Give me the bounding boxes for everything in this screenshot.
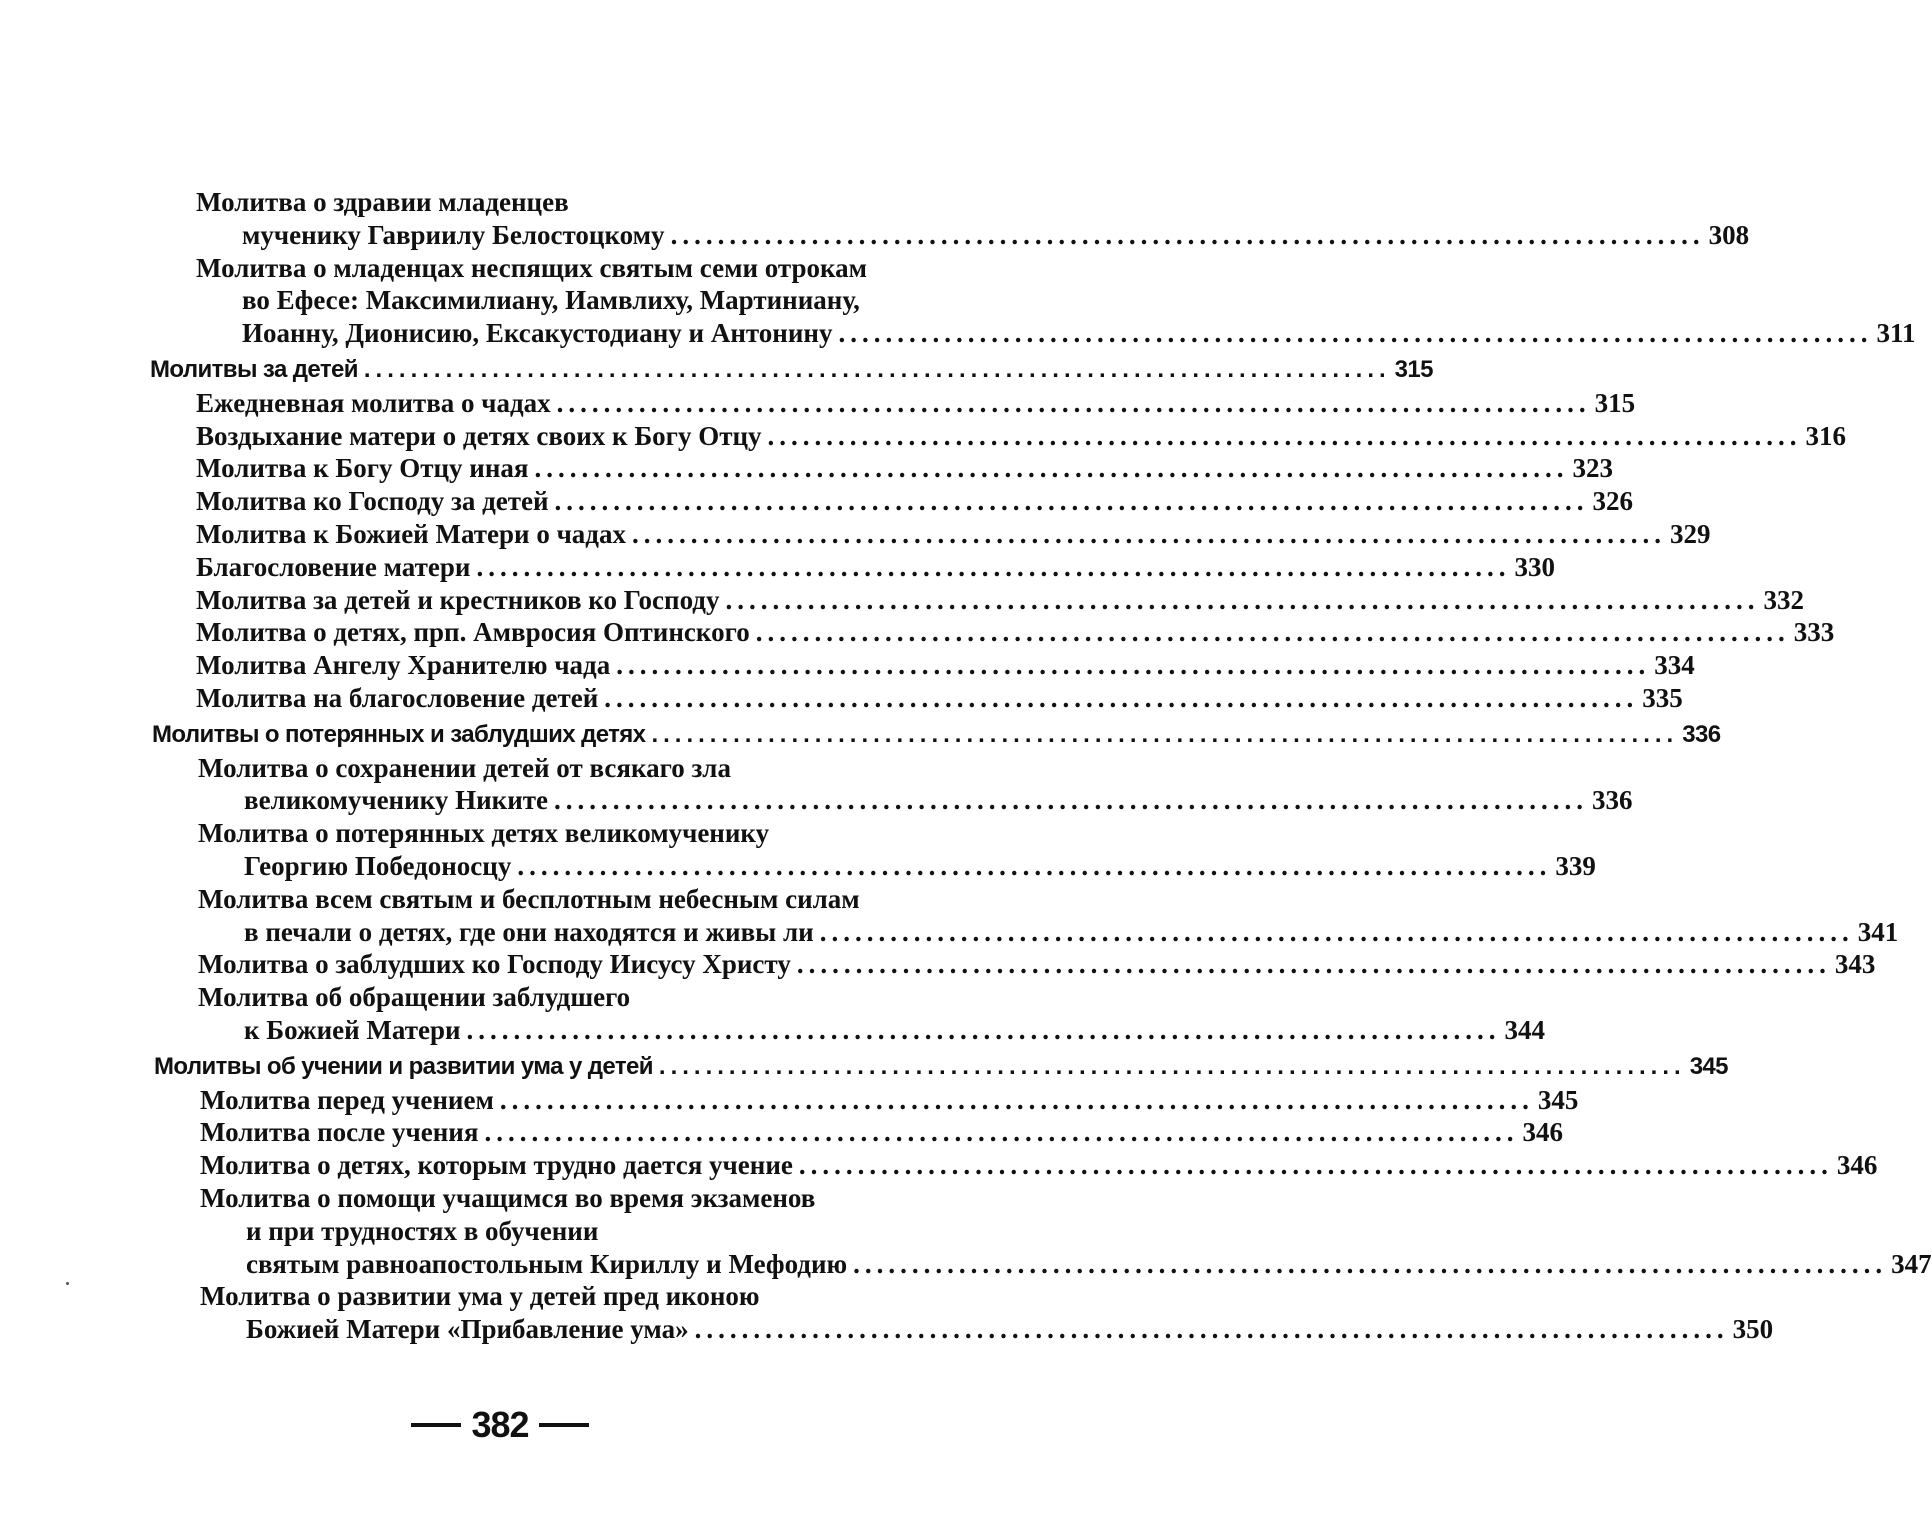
toc-page-number: 345 xyxy=(1537,1084,1579,1115)
toc-entry-title: во Ефесе: Максимилиану, Иамвлиху, Мартиниану, xyxy=(242,285,860,316)
toc-entry-line xyxy=(0,186,1000,219)
toc-entry-line xyxy=(0,850,1596,883)
toc-page-number: 311 xyxy=(1876,318,1916,349)
toc-section-heading xyxy=(0,1051,1728,1084)
toc-entry-title: Георгию Победоносцу xyxy=(244,850,512,881)
dot-leader: ........................................................................................ xyxy=(819,916,1854,947)
dot-leader: ........................................................................................ xyxy=(476,551,1511,582)
dot-leader: ........................................................................................ xyxy=(484,1117,1519,1148)
toc-entry-title: Молитва на благословение детей xyxy=(196,682,599,713)
toc-page-number: 308 xyxy=(1708,219,1750,250)
print-speck xyxy=(66,1282,69,1285)
toc-entry-line xyxy=(0,420,1847,453)
dot-leader: ........................................................................................ xyxy=(534,453,1569,484)
page-number: 382 xyxy=(471,1404,529,1445)
toc-entry-title: Молитва Ангелу Хранителю чада xyxy=(196,650,611,681)
toc-entry-line xyxy=(0,817,1000,850)
toc-page-number: 315 xyxy=(1594,387,1636,418)
toc-entry-title: Молитва о помощи учащимся во время экзаменов xyxy=(200,1182,816,1213)
toc-entry-line xyxy=(0,584,1804,617)
toc-entry-title: Молитва перед учением xyxy=(200,1084,494,1115)
section-title: Молитвы за детей xyxy=(150,355,358,383)
toc-page-number: 333 xyxy=(1793,617,1835,648)
toc-entry-line xyxy=(0,1116,1563,1149)
dot-leader: ........................................................................................ xyxy=(796,949,1831,980)
toc-entry-title: Молитва после учения xyxy=(200,1117,479,1148)
toc-section-heading xyxy=(0,719,1721,752)
toc-entry-line xyxy=(0,219,1750,252)
toc-entry-title: великомученику Никите xyxy=(244,785,549,816)
toc-section-heading xyxy=(0,354,1433,387)
toc-entry-title: Молитва об обращении заблудшего xyxy=(198,982,631,1013)
toc-entry-line xyxy=(0,1313,1774,1346)
toc-entry-title: мученику Гавриилу Белостоцкому xyxy=(242,219,665,250)
toc-entry-line xyxy=(0,682,1683,715)
toc-entry-line xyxy=(0,981,1000,1014)
section-title: Молитвы о потерянных и заблудших детях xyxy=(152,720,646,748)
toc-page-number: 343 xyxy=(1834,949,1876,980)
toc-entry-line xyxy=(0,1084,1579,1117)
toc-entry-title: Молитва всем святым и бесплотным небесным силам xyxy=(198,883,860,914)
toc-entry-title: святым равноапостольным Кириллу и Мефодию xyxy=(246,1248,848,1279)
toc-entry-line xyxy=(0,452,1614,485)
toc-entry-title: Молитва о младенцах неспящих святым семи отрокам xyxy=(196,252,868,283)
dot-leader: ........................................................................................ xyxy=(658,1052,1686,1080)
toc-entry-line xyxy=(0,387,1636,420)
toc-entry-title: Ежедневная молитва о чадах xyxy=(196,387,551,418)
dot-leader: ........................................................................................ xyxy=(517,850,1552,881)
toc-page-number: 332 xyxy=(1763,584,1804,615)
toc-page-number: 346 xyxy=(1522,1117,1563,1148)
toc-entry-title: Молитва к Богу Отцу иная xyxy=(196,453,529,484)
toc-page-number: 330 xyxy=(1514,551,1555,582)
toc-entry-title: Молитва за детей и крестников ко Господу xyxy=(196,584,720,615)
dot-leader: ........................................................................................ xyxy=(499,1084,1534,1115)
toc-page-number: 323 xyxy=(1572,453,1614,484)
toc-entry-line xyxy=(0,518,1711,551)
toc-entry-line xyxy=(0,317,1916,350)
toc-page-number: 346 xyxy=(1836,1150,1878,1181)
toc-entry-title: Молитва о детях, которым трудно дается учение xyxy=(200,1150,793,1181)
toc-entry-title: Молитва к Божией Матери о чадах xyxy=(196,518,626,549)
footer-rule-left xyxy=(411,1423,461,1427)
toc-entry-title: и при трудностях в обучении xyxy=(246,1215,599,1246)
toc-page-number: 345 xyxy=(1689,1052,1728,1080)
dot-leader: ........................................................................................ xyxy=(755,617,1790,648)
toc-entry-title: Молитва о потерянных детях великомученику xyxy=(198,818,770,849)
dot-leader: ........................................................................................ xyxy=(651,720,1679,748)
toc-entry-title: Воздыхание матери о детях своих к Богу Отцу xyxy=(196,420,762,451)
toc-entry-title: в печали о детях, где они находятся и живы ли xyxy=(244,916,814,947)
page-footer xyxy=(0,1404,1000,1446)
footer-rule-right xyxy=(539,1423,589,1427)
toc-entry-title: Молитва ко Господу за детей xyxy=(196,486,549,517)
toc-entry-line xyxy=(0,485,1634,518)
toc-page-number: 344 xyxy=(1504,1014,1546,1045)
toc-page-number: 339 xyxy=(1555,850,1596,881)
toc-entry-title: Молитва о заблудших ко Господу Иисусу Христу xyxy=(198,949,791,980)
toc-page-number: 329 xyxy=(1669,518,1711,549)
toc-page-number: 315 xyxy=(1394,355,1433,383)
toc-page-number: 316 xyxy=(1805,420,1847,451)
dot-leader: ........................................................................................ xyxy=(466,1014,1501,1045)
dot-leader: ........................................................................................ xyxy=(616,650,1651,681)
toc-entry-line xyxy=(0,284,1000,317)
toc-page-number: 326 xyxy=(1592,486,1634,517)
toc-entry-title: Благословение матери xyxy=(196,551,471,582)
toc-entry-line xyxy=(0,1182,1000,1215)
toc-entry-line xyxy=(0,916,1899,949)
toc-entry-line xyxy=(0,752,1000,785)
toc-entry-title: Божией Матери «Прибавление ума» xyxy=(246,1314,689,1345)
dot-leader: ........................................................................................ xyxy=(554,486,1589,517)
dot-leader: ........................................................................................ xyxy=(725,584,1760,615)
toc-entry-title: Иоанну, Дионисию, Ексакустодиану и Антонину xyxy=(242,318,833,349)
toc-entry-line xyxy=(0,784,1633,817)
dot-leader: ........................................................................................ xyxy=(853,1248,1888,1279)
toc-page-number: 350 xyxy=(1732,1314,1774,1345)
dot-leader: ........................................................................................ xyxy=(838,318,1873,349)
toc-entry-title: к Божией Матери xyxy=(244,1014,461,1045)
toc-entry-line xyxy=(0,252,1000,285)
dot-leader: ........................................................................................ xyxy=(767,420,1802,451)
dot-leader: ........................................................................................ xyxy=(670,219,1705,250)
toc-entry-line xyxy=(0,948,1876,981)
toc-entry-line xyxy=(0,1149,1878,1182)
toc-entry-title: Молитва о развитии ума у детей пред иконою xyxy=(200,1281,760,1312)
dot-leader: ........................................................................................ xyxy=(631,518,1666,549)
dot-leader: ........................................................................................ xyxy=(363,355,1391,383)
toc-entry-line xyxy=(0,1248,1932,1281)
toc-entry-line xyxy=(0,1280,1000,1313)
dot-leader: ........................................................................................ xyxy=(604,682,1639,713)
toc-entry-title: Молитва о детях, прп. Амвросия Оптинского xyxy=(196,617,750,648)
dot-leader: ........................................................................................ xyxy=(798,1150,1833,1181)
toc-entry-line xyxy=(0,551,1555,584)
toc-entry-line xyxy=(0,883,1000,916)
toc-entry-line xyxy=(0,649,1695,682)
toc-page-number: 334 xyxy=(1654,650,1695,681)
toc-entry-title: Молитва о сохранении детей от всякаго зла xyxy=(198,752,731,783)
toc-entry-line xyxy=(0,1014,1546,1047)
toc-page-number: 341 xyxy=(1857,916,1899,947)
table-of-contents xyxy=(0,186,1932,1346)
dot-leader: ........................................................................................ xyxy=(694,1314,1729,1345)
toc-page-number: 336 xyxy=(1682,720,1721,748)
toc-entry-line xyxy=(0,616,1835,649)
dot-leader: ........................................................................................ xyxy=(556,387,1591,418)
toc-page-number: 335 xyxy=(1642,682,1683,713)
toc-entry-line xyxy=(0,1215,1000,1248)
toc-entry-title: Молитва о здравии младенцев xyxy=(196,187,569,217)
toc-page-number: 336 xyxy=(1592,785,1633,816)
toc-page-number: 347 xyxy=(1891,1248,1932,1279)
dot-leader: ........................................................................................ xyxy=(554,785,1589,816)
section-title: Молитвы об учении и развитии ума у детей xyxy=(154,1052,653,1080)
